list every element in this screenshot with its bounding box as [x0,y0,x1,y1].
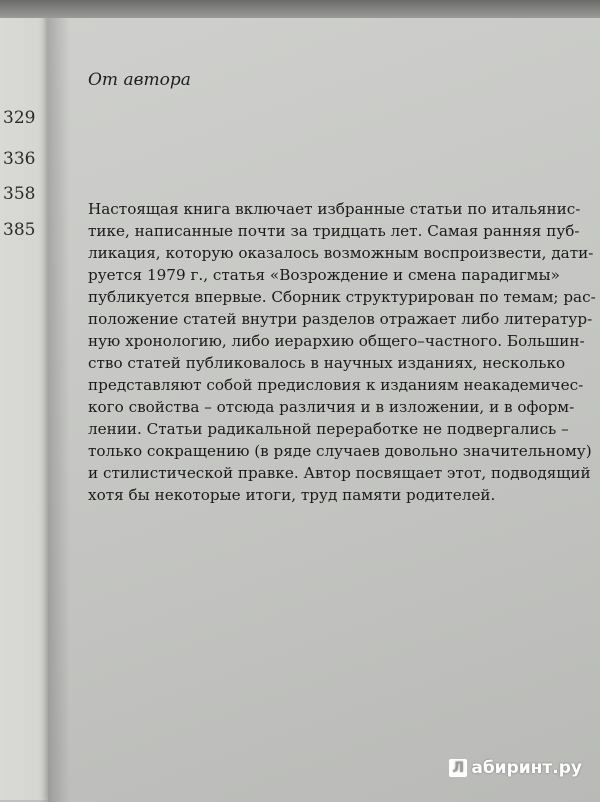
page-number: 336 [3,149,36,169]
text-line: ликация, которую оказалось возможным воспроизвести, дати- [88,244,594,262]
text-line: представляют собой предисловия к изданиям неакадемичес- [88,376,584,394]
page-number: 385 [3,220,36,240]
text-line: хотя бы некоторые итоги, труд памяти родителей. [88,486,496,504]
text-line: и стилистической правке. Автор посвящает этот, подводящий [88,464,591,482]
watermark-text: абиринт.ру [471,758,582,778]
text-line: публикуется впервые. Сборник структурирован по темам; рас- [88,288,596,306]
text-line: ную хронологию, либо иерархию общего–частного. Большин- [88,332,585,350]
text-line: ство статей публиковалось в научных изданиях, несколько [88,354,566,372]
text-line: только сокращению (в ряде случаев довольно значительному) [88,442,592,460]
text-line: кого свойства – отсюда различия и в изложении, и в оформ- [88,398,575,416]
page-fold-shadow [48,12,70,802]
book-top-edge [0,0,600,18]
body-text [88,198,596,506]
labirint-logo-icon: Л [449,759,467,777]
text-line: лении. Статьи радикальной переработке не подвергались – [88,420,569,438]
page-header: От автора [88,70,191,90]
text-line: руется 1979 г., статья «Возрождение и смена парадигмы» [88,266,560,284]
text-line: тике, написанные почти за тридцать лет. Самая ранняя пуб- [88,222,580,240]
text-line: положение статей внутри разделов отражает либо литератур- [88,310,593,328]
page-number: 329 [3,108,36,128]
page-number: 358 [3,184,36,204]
labirint-watermark [449,758,582,778]
text-line: Настоящая книга включает избранные статьи по итальянис- [88,200,581,218]
